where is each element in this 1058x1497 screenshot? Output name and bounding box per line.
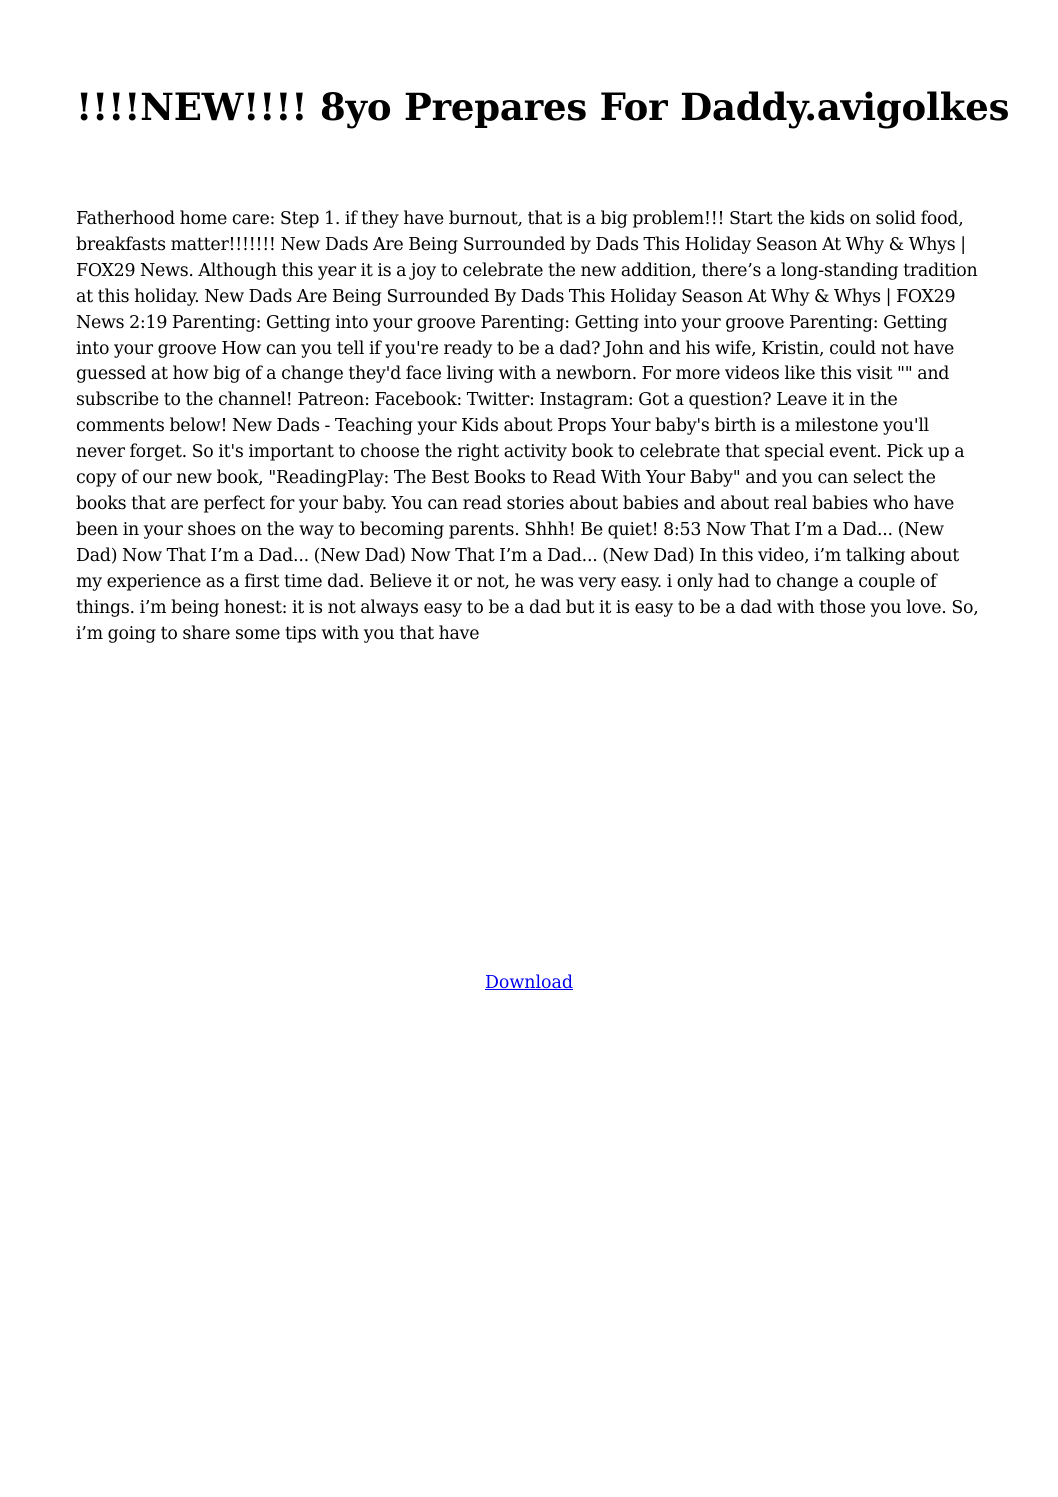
document-body-text: Fatherhood home care: Step 1. if they have burnout, that is a big problem!!! Start the kids on solid food, breakfasts matter!!!!!!! New Dads Are Being Surrounded by Dads This Holiday Season At Why & Whys | FOX29 News. Although this year it is a joy to celebrate the new addition, there’s a long-standing tradition at this holiday. New Dads Are Being Surrounded By Dads This Holiday Season At Why & Whys | FOX29 News 2:19 Parenting: Getting into your groove Parenting: Getting into your groove Parenting: Getting into your groove How can you tell if you're ready to be a dad? John and his wife, Kristin, could not have guessed at how big of a change they'd face living with a newborn. For more videos like this visit "" and subscribe to the channel! Patreon: Facebook: Twitter: Instagram: Got a question? Leave it in the comments below! New Dads - Teaching your Kids about Props Your baby's birth is a milestone you'll never forget. So it's important to choose the right activity book to celebrate that special event. Pick up a copy of our new book, "ReadingPlay: The Best Books to Read With Your Baby" and you can select the books that are perfect for your baby. You can read stories about babies and about real babies who have been in your shoes on the way to becoming parents. Shhh! Be quiet! 8:53 Now That I’m a Dad... (New Dad) Now That I’m a Dad... (New Dad) Now That I’m a Dad... (New Dad) In this video, i’m talking about my experience as a first time dad. Believe it or not, he was very easy. i only had to change a couple of things. i’m being honest: it is not always easy to be a dad but it is easy to be a dad with those you love. So, i’m going to share some tips with you that have bbox=[76, 209, 979, 644]
download-link[interactable]: Download bbox=[484, 973, 574, 993]
document-title: !!!!NEW!!!! 8yo Prepares For Daddy.avigolkes bbox=[76, 85, 1010, 129]
download-link-container bbox=[0, 970, 1058, 996]
